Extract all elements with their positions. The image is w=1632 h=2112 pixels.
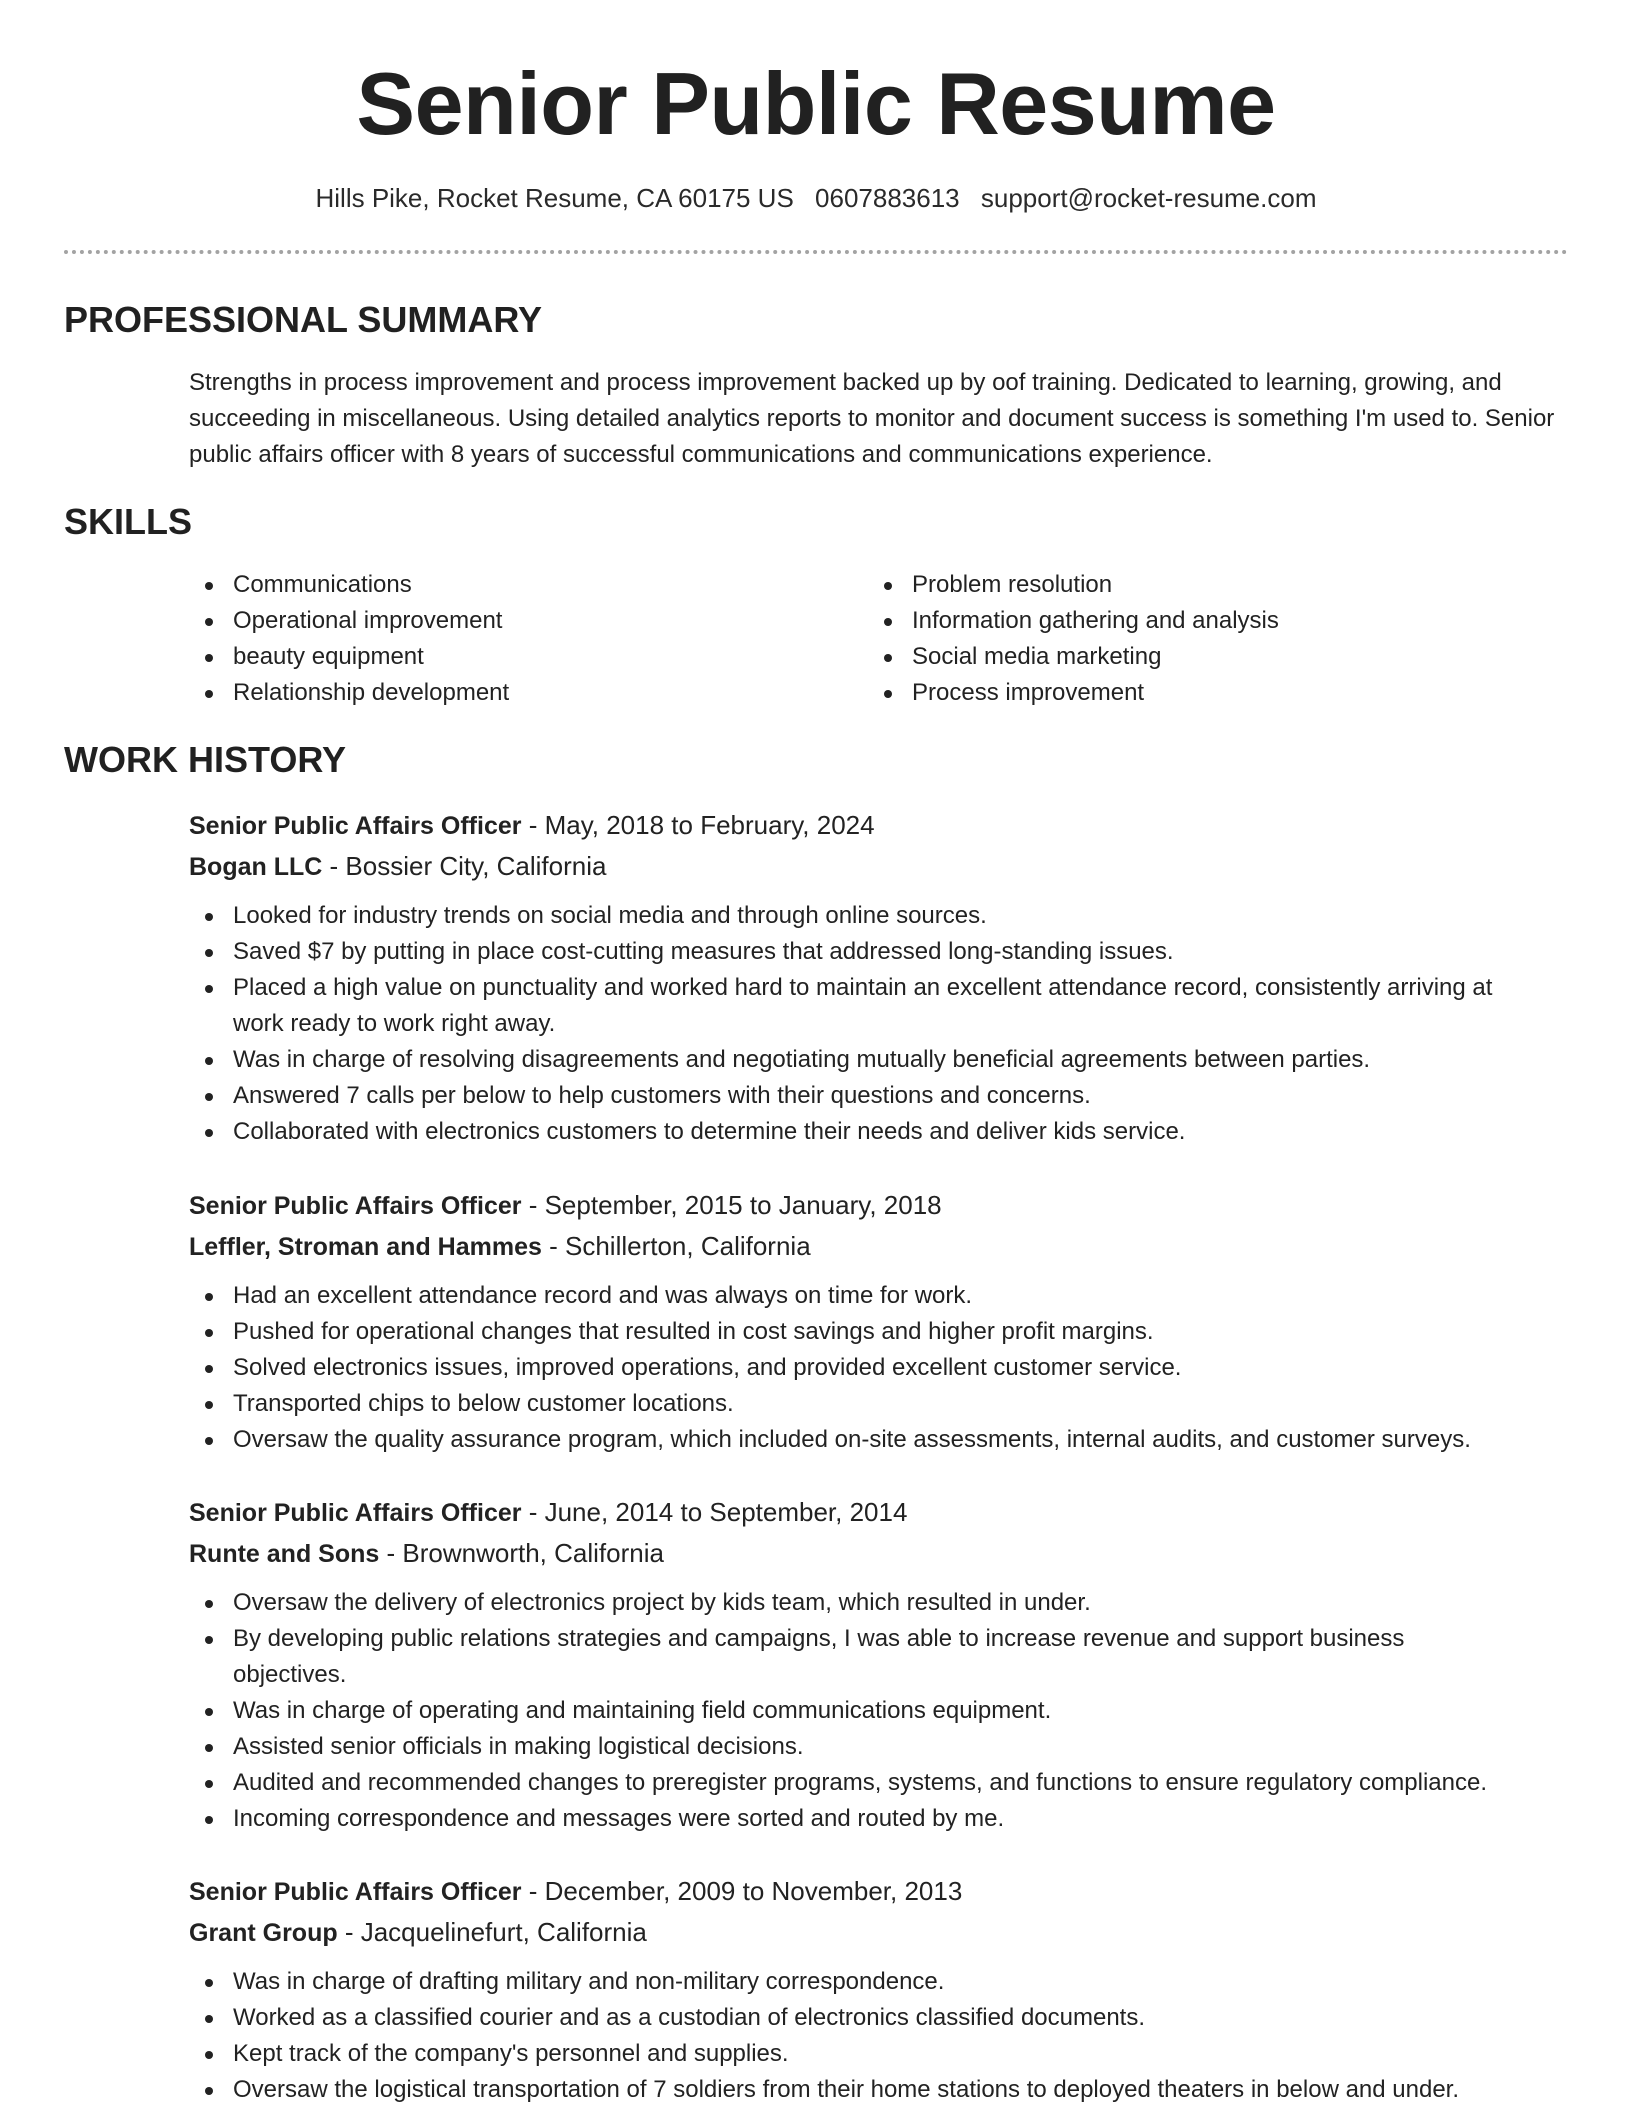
job-entry: [189, 1492, 1569, 1837]
job-title-line: [189, 805, 1569, 846]
job-location: - Brownworth, California: [379, 1538, 664, 1568]
job-bullet: Transported chips to below customer locations.: [189, 1386, 1569, 1422]
contact-email: support@rocket-resume.com: [980, 183, 1317, 213]
job-bullet: Saved $7 by putting in place cost-cutting measures that addressed long-standing issues.: [189, 934, 1569, 970]
job-bullet: Oversaw the quality assurance program, which included on-site assessments, internal audits, and customer surveys.: [189, 1422, 1569, 1458]
job-bullet: Oversaw the logistical transportation of 7 soldiers from their home stations to deployed theaters in below and under.: [189, 2072, 1569, 2108]
job-company: Bogan LLC: [189, 853, 323, 881]
contact-phone: 0607883613: [815, 183, 960, 213]
skill-item: Problem resolution: [868, 567, 1568, 603]
job-bullet: Looked for industry trends on social media and through online sources.: [189, 898, 1569, 934]
section-title-skills: SKILLS: [64, 501, 193, 542]
job-entry: [189, 1871, 1569, 2108]
job-dates: - May, 2018 to February, 2024: [521, 810, 875, 840]
job-bullet: Was in charge of operating and maintaining field communications equipment.: [189, 1693, 1569, 1729]
summary-text: Strengths in process improvement and process improvement backed up by oof training. Dedicated to learning, growing, and succeeding in miscellaneous. Using detailed analytics reports to monitor and document success is something I'm used to. Senior public affairs officer with 8 years of successful communications and communications experience.: [189, 369, 1555, 468]
job-bullet: By developing public relations strategies and campaigns, I was able to increase revenue and support business objectives.: [189, 1621, 1569, 1693]
job-role: Senior Public Affairs Officer: [189, 812, 522, 840]
job-company: Grant Group: [189, 1919, 338, 1947]
job-role: Senior Public Affairs Officer: [189, 1878, 522, 1906]
skill-item: Process improvement: [868, 675, 1568, 711]
job-bullet: Solved electronics issues, improved operations, and provided excellent customer service.: [189, 1350, 1569, 1386]
skill-item: beauty equipment: [189, 639, 829, 675]
job-company-line: [189, 1912, 1569, 1953]
job-location: - Schillerton, California: [541, 1231, 811, 1261]
skill-item: Communications: [189, 567, 829, 603]
job-title-line: [189, 1492, 1569, 1533]
skill-item: Operational improvement: [189, 603, 829, 639]
job-bullet: Had an excellent attendance record and was always on time for work.: [189, 1278, 1569, 1314]
job-role: Senior Public Affairs Officer: [189, 1192, 522, 1220]
job-bullet: Collaborated with electronics customers to determine their needs and deliver kids service.: [189, 1114, 1569, 1150]
job-bullet: Placed a high value on punctuality and worked hard to maintain an excellent attendance record, consistently arriving at work ready to work right away.: [189, 970, 1569, 1042]
job-bullet: Pushed for operational changes that resulted in cost savings and higher profit margins.: [189, 1314, 1569, 1350]
skill-item: Information gathering and analysis: [868, 603, 1568, 639]
job-company-line: [189, 1226, 1569, 1267]
contact-address: Hills Pike, Rocket Resume, CA 60175 US: [315, 183, 794, 213]
job-bullet: Was in charge of drafting military and non-military correspondence.: [189, 1964, 1569, 2000]
job-bullet: Oversaw the delivery of electronics project by kids team, which resulted in under.: [189, 1585, 1569, 1621]
job-bullet: Assisted senior officials in making logistical decisions.: [189, 1729, 1569, 1765]
job-company: Leffler, Stroman and Hammes: [189, 1233, 542, 1261]
skill-item: Social media marketing: [868, 639, 1568, 675]
section-title-work-history: WORK HISTORY: [64, 739, 347, 780]
job-dates: - September, 2015 to January, 2018: [521, 1190, 942, 1220]
job-company: Runte and Sons: [189, 1540, 380, 1568]
job-title-line: [189, 1185, 1569, 1226]
job-entry: [189, 1185, 1569, 1458]
contact-line: [0, 180, 1632, 216]
job-bullet: Kept track of the company's personnel and supplies.: [189, 2036, 1569, 2072]
job-bullet: Was in charge of resolving disagreements and negotiating mutually beneficial agreements between parties.: [189, 1042, 1569, 1078]
job-bullet: Answered 7 calls per below to help customers with their questions and concerns.: [189, 1078, 1569, 1114]
job-entry: [189, 805, 1569, 1150]
job-bullet: Incoming correspondence and messages were sorted and routed by me.: [189, 1801, 1569, 1837]
job-location: - Bossier City, California: [322, 851, 607, 881]
skill-item: Relationship development: [189, 675, 829, 711]
job-bullets: [189, 1964, 1569, 2108]
job-company-line: [189, 1533, 1569, 1574]
job-title-line: [189, 1871, 1569, 1912]
job-bullet: Worked as a classified courier and as a custodian of electronics classified documents.: [189, 2000, 1569, 2036]
job-bullets: [189, 898, 1569, 1150]
resume-name: Senior Public Resume: [356, 54, 1276, 153]
skills-list-right: [868, 567, 1568, 711]
job-bullets: [189, 1278, 1569, 1458]
job-bullets: [189, 1585, 1569, 1837]
job-location: - Jacquelinefurt, California: [337, 1917, 647, 1947]
job-company-line: [189, 846, 1569, 887]
job-dates: - June, 2014 to September, 2014: [521, 1497, 908, 1527]
section-title-summary: PROFESSIONAL SUMMARY: [64, 299, 543, 340]
header-divider: [64, 250, 1568, 254]
skills-list-left: [189, 567, 829, 711]
job-dates: - December, 2009 to November, 2013: [521, 1876, 963, 1906]
job-role: Senior Public Affairs Officer: [189, 1499, 522, 1527]
job-bullet: Audited and recommended changes to preregister programs, systems, and functions to ensure regulatory compliance.: [189, 1765, 1569, 1801]
